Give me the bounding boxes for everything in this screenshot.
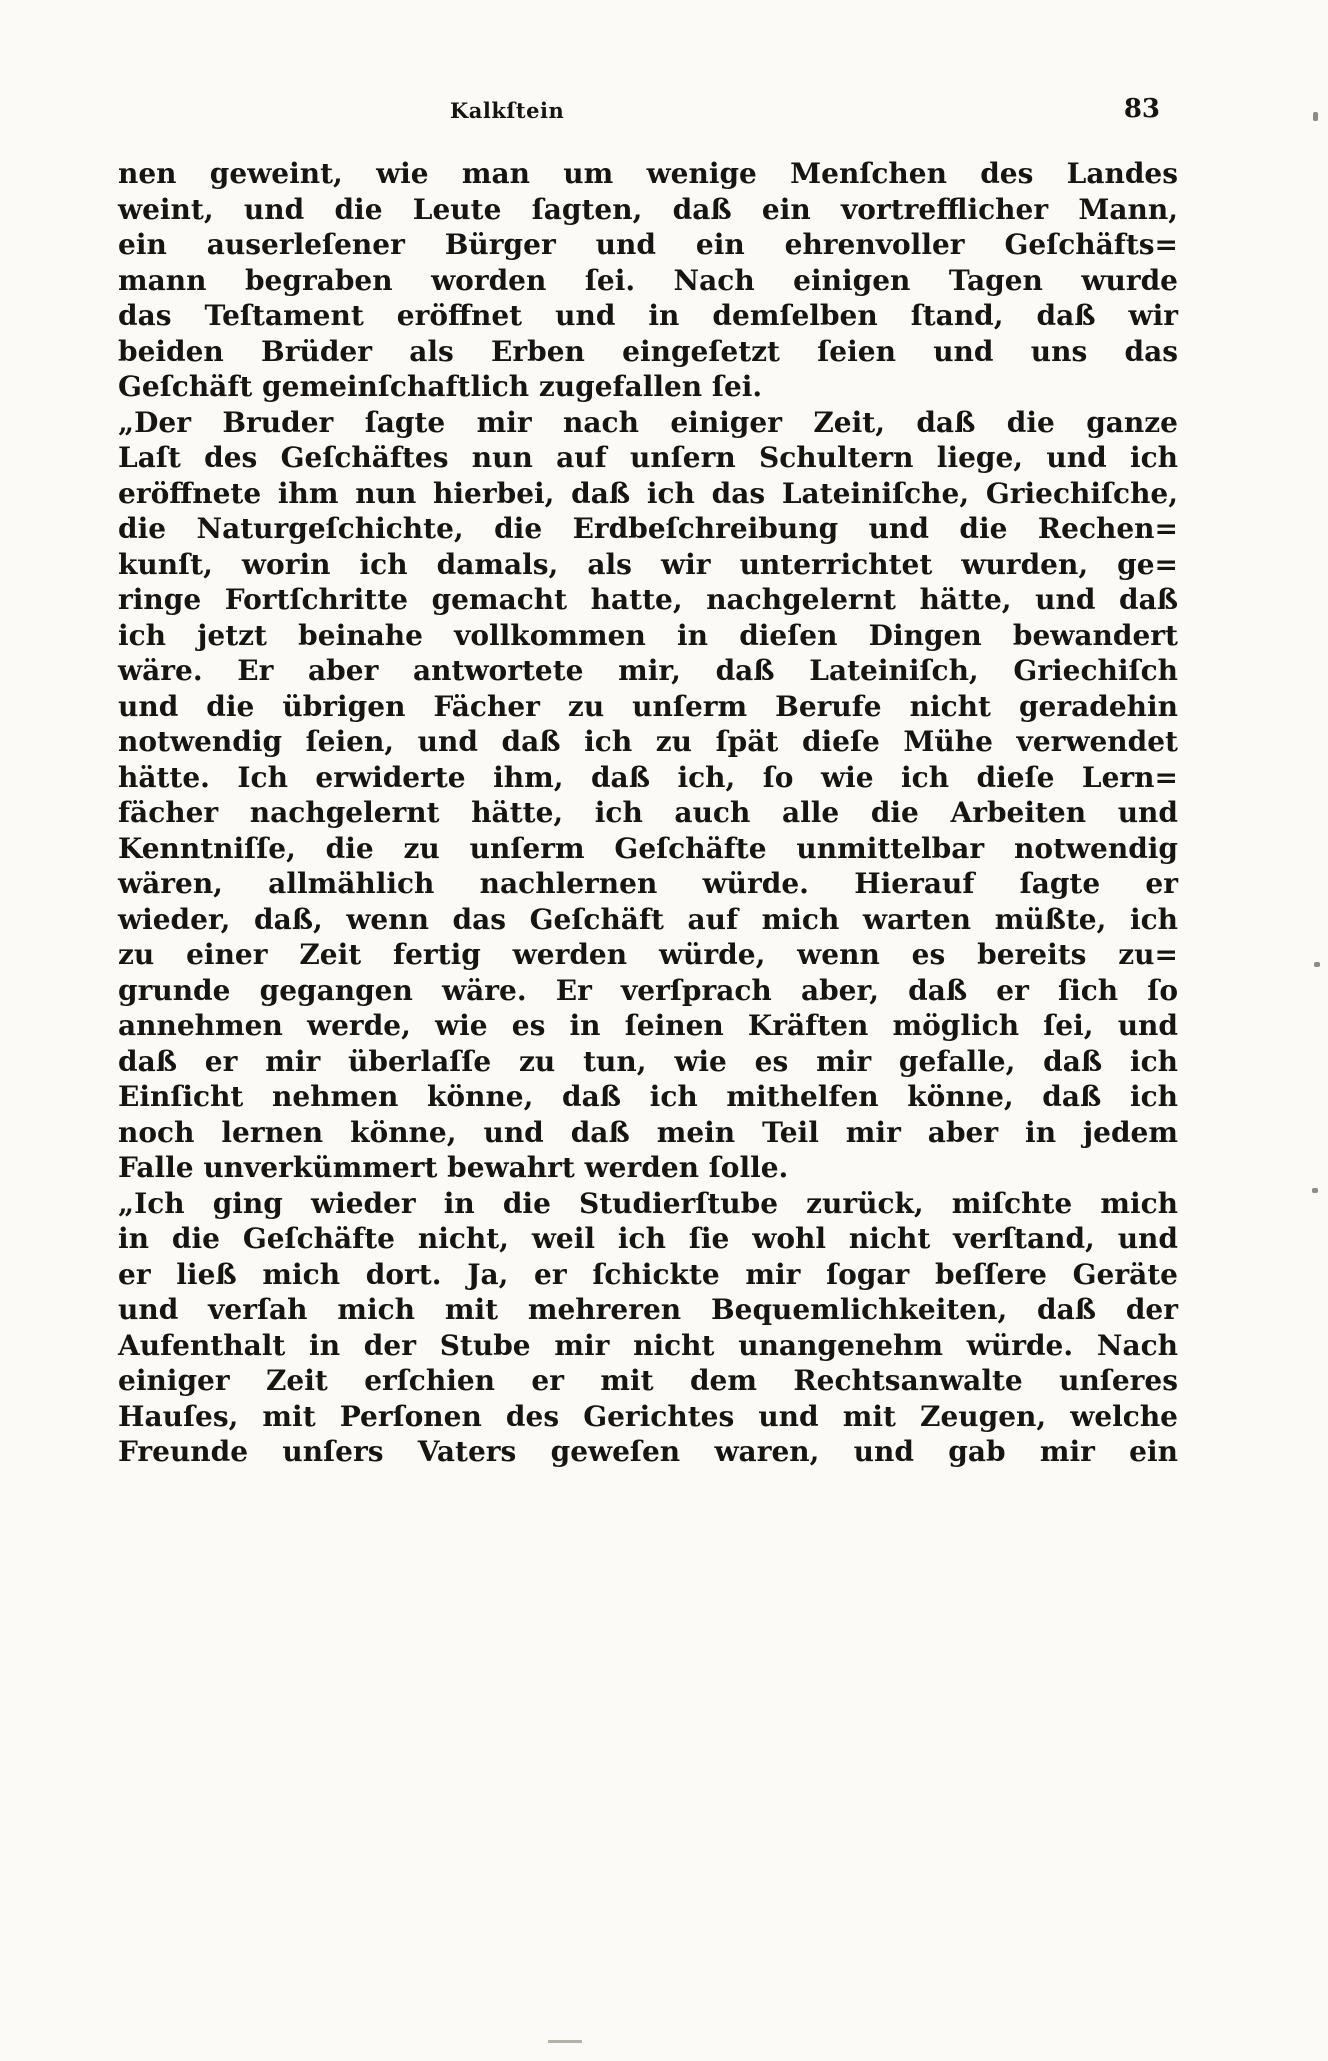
text-line: ein auserleſener Bürger und ein ehrenvoller Geſchäfts= [118, 228, 1178, 261]
text-line: einiger Zeit erſchien er mit dem Rechtsanwalte unſeres [118, 1364, 1178, 1397]
text-line: weint, und die Leute ſagten, daß ein vortrefflicher Mann, [118, 192, 1178, 226]
text-line: mann begraben worden ſei. Nach einigen Tagen wurde [118, 263, 1178, 297]
text-line: und die übrigen Fächer zu unſerm Berufe nicht geradehin [118, 689, 1178, 723]
text-line: Freunde unſers Vaters geweſen waren, und gab mir ein [118, 1435, 1178, 1468]
text-line: noch lernen könne, und daß mein Teil mir aber in jedem [118, 1115, 1178, 1149]
text-line: wäre. Er aber antwortete mir, daß Lateiniſch, Griechiſch [118, 654, 1178, 687]
text-line: „Der Bruder ſagte mir nach einiger Zeit, daß die ganze [118, 405, 1178, 439]
text-line: er ließ mich dort. Ja, er ſchickte mir ſogar beſſere Geräte [118, 1257, 1178, 1291]
text-line: in die Geſchäfte nicht, weil ich ſie wohl nicht verſtand, und [118, 1222, 1178, 1255]
text-line: kunſt, worin ich damals, als wir unterrichtet wurden, ge= [118, 547, 1178, 581]
text-line: wären, allmählich nachlernen würde. Hierauf ſagte er [118, 867, 1178, 900]
text-line: „Ich ging wieder in die Studierſtube zurück, miſchte mich [118, 1186, 1178, 1220]
text-line: beiden Brüder als Erben eingeſetzt ſeien und uns das [118, 334, 1178, 368]
scan-speck [1314, 962, 1320, 967]
scan-speck [1312, 1188, 1318, 1193]
text-line: Hauſes, mit Perſonen des Gerichtes und mit Zeugen, welche [118, 1399, 1178, 1433]
text-line: wieder, daß, wenn das Geſchäft auf mich warten müßte, ich [118, 902, 1178, 936]
scan-artifact-dash [548, 2040, 582, 2043]
text-line: ringe Fortſchritte gemacht hatte, nachgelernt hätte, und daß [118, 583, 1178, 616]
text-line: Laſt des Geſchäftes nun auf unſern Schultern liege, und ich [118, 441, 1178, 474]
text-line: Geſchäft gemeinſchaftlich zugefallen ſei. [118, 370, 763, 403]
text-line: notwendig ſeien, und daß ich zu ſpät dieſe Mühe verwendet [118, 725, 1178, 758]
text-line: zu einer Zeit fertig werden würde, wenn es bereits zu= [118, 938, 1178, 971]
text-line: und verſah mich mit mehreren Bequemlichkeiten, daß der [118, 1293, 1178, 1326]
text-line: eröffnete ihm nun hierbei, daß ich das Lateiniſche, Griechiſche, [118, 476, 1178, 510]
scan-speck [1313, 112, 1318, 121]
text-block [118, 156, 1178, 1470]
text-line: grunde gegangen wäre. Er verſprach aber, daß er ſich ſo [118, 973, 1178, 1007]
text-line: annehmen werde, wie es in ſeinen Kräften möglich ſei, und [118, 1009, 1178, 1042]
running-head-title: Kalkſtein [450, 98, 565, 123]
text-line: das Teſtament eröffnet und in demſelben ſtand, daß wir [118, 299, 1178, 332]
page-number: 83 [1123, 94, 1160, 124]
text-line: Falle unverkümmert bewahrt werden ſolle. [118, 1151, 789, 1184]
text-line: die Naturgeſchichte, die Erdbeſchreibung und die Rechen= [118, 512, 1178, 545]
text-line: nen geweint, wie man um wenige Menſchen des Landes [118, 157, 1178, 190]
text-line: hätte. Ich erwiderte ihm, daß ich, ſo wie ich dieſe Lern= [118, 760, 1178, 794]
page-header [120, 94, 1178, 128]
text-line: fächer nachgelernt hätte, ich auch alle die Arbeiten und [118, 796, 1178, 829]
text-line: Kenntniſſe, die zu unſerm Geſchäfte unmittelbar notwendig [118, 831, 1178, 865]
text-line: Aufenthalt in der Stube mir nicht unangenehm würde. Nach [118, 1328, 1178, 1362]
text-line: ich jetzt beinahe vollkommen in dieſen Dingen bewandert [118, 618, 1178, 652]
text-line: Einſicht nehmen könne, daß ich mithelfen könne, daß ich [118, 1080, 1178, 1113]
text-line: daß er mir überlaſſe zu tun, wie es mir gefalle, daß ich [118, 1044, 1178, 1078]
